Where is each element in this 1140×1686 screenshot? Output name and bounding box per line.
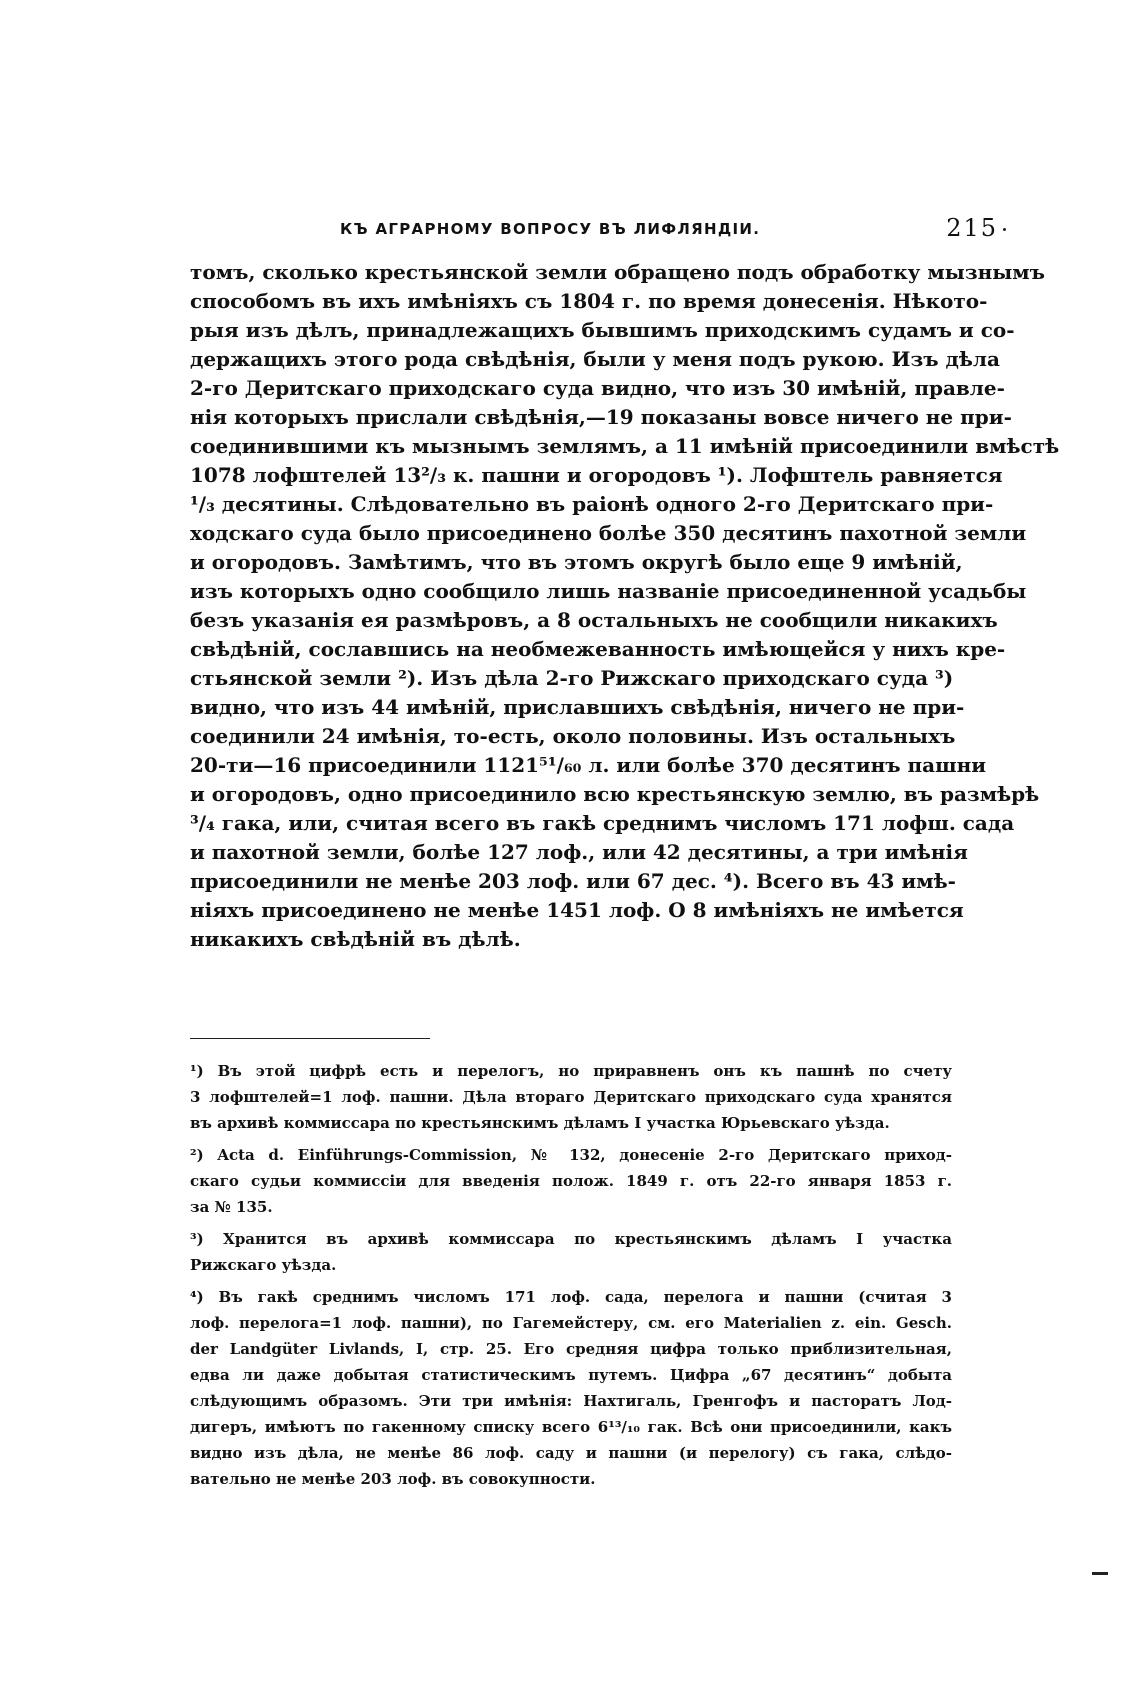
text-line: соединившими къ мызнымъ землямъ, а 11 имѣній присоединили вмѣстѣ [190,434,1060,458]
text-line: никакихъ свѣдѣній въ дѣлѣ. [190,927,521,951]
footnote-2 [190,1142,952,1220]
text-line: свѣдѣній, сославшись на необмежеванность имѣющейся у нихъ кре- [190,637,1006,661]
page-number: 215 [946,214,998,242]
footnotes [190,1058,952,1492]
text-line: изъ которыхъ одно сообщило лишь названіе присоединенной усадьбы [190,579,1027,603]
text-line: и пахотной земли, болѣе 127 лоф., или 42 десятины, а три имѣнія [190,840,968,864]
text-line: и огородовъ. Замѣтимъ, что въ этомъ округѣ было еще 9 имѣній, [190,550,963,574]
footnote-3 [190,1226,952,1278]
footnote-line: въ архивѣ коммиссара по крестьянскимъ дѣламъ I участка Юрьевскаго уѣзда. [190,1114,890,1132]
footnote-4 [190,1284,952,1492]
text-line: ³/₄ гака, или, считая всего въ гакѣ среднимъ числомъ 171 лофш. сада [190,811,1015,835]
footnote-line: 3 лофштелей=1 лоф. пашни. Дѣла втораго Деритскаго приходскаго суда хранятся [190,1088,952,1106]
text-line: способомъ въ ихъ имѣніяхъ съ 1804 г. по время донесенія. Нѣкото- [190,289,988,313]
footnote-line: скаго судьи коммиссіи для введенія полож. 1849 г. отъ 22-го января 1853 г. [190,1172,952,1190]
footnote-line: Рижскаго уѣзда. [190,1256,337,1274]
text-line: видно, что изъ 44 имѣній, приславшихъ свѣдѣнія, ничего не при- [190,695,965,719]
text-line: присоединили не менѣе 203 лоф. или 67 дес. ⁴). Всего въ 43 имѣ- [190,869,956,893]
main-text [190,258,1060,954]
text-line: ходскаго суда было присоединено болѣе 350 десятинъ пахотной земли [190,521,1027,545]
running-head [190,214,1010,254]
footnote-line: ¹) Въ этой цифрѣ есть и перелогъ, но приравненъ онъ къ пашнѣ по счету [190,1062,952,1080]
text-line: безъ указанія ея размѣровъ, а 8 остальныхъ не сообщили никакихъ [190,608,998,632]
text-line: и огородовъ, одно присоединило всю крестьянскую землю, въ размѣрѣ [190,782,1040,806]
footnote-line: видно изъ дѣла, не менѣе 86 лоф. саду и пашни (и перелогу) съ гака, слѣдо- [190,1444,952,1462]
text-line: нія которыхъ прислали свѣдѣнія,—19 показаны вовсе ничего не при- [190,405,1012,429]
text-line: ¹/₃ десятины. Слѣдовательно въ раіонѣ одного 2-го Деритскаго при- [190,492,994,516]
margin-mark [1092,1572,1108,1575]
text-line: держащихъ этого рода свѣдѣнія, были у меня подъ рукою. Изъ дѣла [190,347,1000,371]
footnote-line: ⁴) Въ гакѣ среднимъ числомъ 171 лоф. сада, перелога и пашни (считая 3 [190,1288,952,1306]
text-line: ніяхъ присоединено не менѣе 1451 лоф. О 8 имѣніяхъ не имѣется [190,898,964,922]
footnote-line: вательно не менѣе 203 лоф. въ совокупности. [190,1470,596,1488]
footnote-line: едва ли даже добытая статистическимъ путемъ. Цифра „67 десятинъ“ добыта [190,1366,952,1384]
stray-ink-dot [1003,228,1006,231]
text-line: томъ, сколько крестьянской земли обращено подъ обработку мызнымъ [190,260,1046,284]
footnote-line: лоф. перелога=1 лоф. пашни), по Гагемейстеру, см. его Materialien z. ein. Gesch. [190,1314,952,1332]
text-line: рыя изъ дѣлъ, принадлежащихъ бывшимъ приходскимъ судамъ и со- [190,318,1015,342]
text-line: 1078 лофштелей 13²/₃ к. пашни и огородовъ ¹). Лофштель равняется [190,463,1003,487]
footnote-rule [190,1038,430,1039]
text-line: 20-ти—16 присоединили 1121⁵¹/₆₀ л. или болѣе 370 десятинъ пашни [190,753,987,777]
footnote-line: ²) Acta d. Einführungs-Commission, № 132, донесеніе 2-го Деритскаго приход- [190,1146,952,1164]
footnote-line: der Landgüter Livlands, I, стр. 25. Его средняя цифра только приблизительная, [190,1340,952,1358]
footnote-line: ³) Хранится въ архивѣ коммиссара по крестьянскимъ дѣламъ I участка [190,1230,952,1248]
text-line: 2-го Деритскаго приходскаго суда видно, что изъ 30 имѣній, правле- [190,376,1005,400]
text-line: соединили 24 имѣнія, то-есть, около половины. Изъ остальныхъ [190,724,956,748]
footnote-1 [190,1058,952,1136]
footnote-line: за № 135. [190,1198,273,1216]
footnote-line: слѣдующимъ образомъ. Эти три имѣнія: Нахтигаль, Гренгофъ и пасторатъ Лод- [190,1392,952,1410]
running-title: КЪ АГРАРНОМУ ВОПРОСУ ВЪ ЛИФЛЯНДІИ. [340,220,761,238]
footnote-line: дигеръ, имѣютъ по гакенному списку всего 6¹³/₁₀ гак. Всѣ они присоединили, какъ [190,1418,952,1436]
text-line: стьянской земли ²). Изъ дѣла 2-го Рижскаго приходскаго суда ³) [190,666,954,690]
